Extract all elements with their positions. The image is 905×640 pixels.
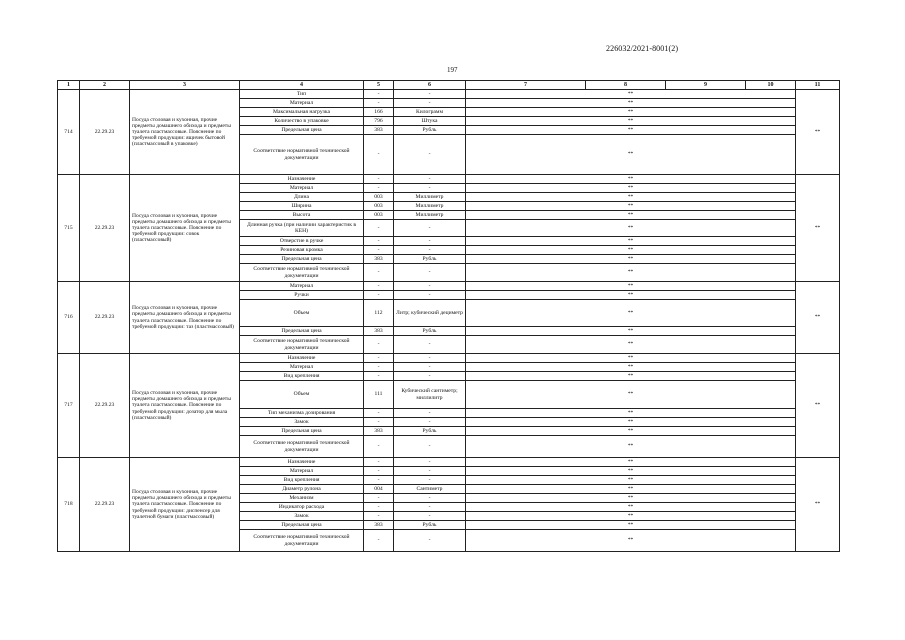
characteristic-name: Резиновая кромка bbox=[240, 246, 364, 255]
table-row bbox=[58, 90, 840, 99]
unit-name: Рубль bbox=[394, 521, 466, 530]
characteristic-value: ** bbox=[466, 372, 796, 381]
characteristic-name: Назначение bbox=[240, 458, 364, 467]
specification-table bbox=[57, 80, 840, 552]
unit-name: - bbox=[394, 220, 466, 237]
characteristic-value: ** bbox=[466, 220, 796, 237]
product-description: Посуда столовая и кухонная, прочие предметы домашнего обихода и предметы туалета пластмассовые. Пояснение по требуемой продукции: дозатор для мыла (пластмассовый) bbox=[130, 354, 240, 458]
unit-name: - bbox=[394, 467, 466, 476]
characteristic-value: ** bbox=[466, 458, 796, 467]
unit-code: - bbox=[364, 175, 394, 184]
unit-name: - bbox=[394, 512, 466, 521]
unit-code: 003 bbox=[364, 193, 394, 202]
characteristic-value: ** bbox=[466, 117, 796, 126]
characteristic-value: ** bbox=[466, 202, 796, 211]
position-number: 716 bbox=[58, 282, 80, 354]
characteristic-value: ** bbox=[466, 300, 796, 327]
unit-code: 004 bbox=[364, 485, 394, 494]
unit-name: - bbox=[394, 90, 466, 99]
characteristic-name: Тип bbox=[240, 90, 364, 99]
okpd2-code: 22.29.23 bbox=[80, 354, 130, 458]
characteristic-name: Соответствие нормативной технической документации bbox=[240, 135, 364, 175]
unit-name: - bbox=[394, 409, 466, 418]
characteristic-value: ** bbox=[466, 381, 796, 409]
unit-name: - bbox=[394, 436, 466, 458]
characteristic-name: Предельная цена bbox=[240, 521, 364, 530]
characteristic-value: ** bbox=[466, 184, 796, 193]
characteristic-value: ** bbox=[466, 336, 796, 354]
additional-info: ** bbox=[796, 175, 840, 282]
unit-code: 383 bbox=[364, 327, 394, 336]
table-row bbox=[58, 175, 840, 184]
unit-code: - bbox=[364, 436, 394, 458]
unit-name: - bbox=[394, 291, 466, 300]
characteristic-name: Объем bbox=[240, 300, 364, 327]
characteristic-name: Предельная цена bbox=[240, 255, 364, 264]
product-description: Посуда столовая и кухонная, прочие предметы домашнего обихода и предметы туалета пластмассовые. Пояснение по требуемой продукции: ящичек бытовой (пластмассовый в упаковке) bbox=[130, 90, 240, 175]
unit-name: - bbox=[394, 363, 466, 372]
column-header-11: 11 bbox=[796, 81, 840, 90]
unit-name: Миллиметр bbox=[394, 193, 466, 202]
characteristic-value: ** bbox=[466, 126, 796, 135]
unit-code: - bbox=[364, 372, 394, 381]
column-header-10: 10 bbox=[746, 81, 796, 90]
characteristic-name: Максимальная нагрузка bbox=[240, 108, 364, 117]
characteristic-name: Длинная ручка (при наличии характеристик в КЕН) bbox=[240, 220, 364, 237]
product-description: Посуда столовая и кухонная, прочие предметы домашнего обихода и предметы туалета пластмассовые. Пояснение по требуемой продукции: таз (пластмассовый) bbox=[130, 282, 240, 354]
unit-code: - bbox=[364, 512, 394, 521]
unit-code: 112 bbox=[364, 300, 394, 327]
characteristic-value: ** bbox=[466, 246, 796, 255]
unit-code: 166 bbox=[364, 108, 394, 117]
characteristic-value: ** bbox=[466, 467, 796, 476]
unit-name: - bbox=[394, 530, 466, 552]
unit-name: Рубль bbox=[394, 427, 466, 436]
unit-code: - bbox=[364, 418, 394, 427]
characteristic-value: ** bbox=[466, 485, 796, 494]
characteristic-value: ** bbox=[466, 418, 796, 427]
unit-code: - bbox=[364, 476, 394, 485]
characteristic-name: Объем bbox=[240, 381, 364, 409]
characteristic-name: Материал bbox=[240, 363, 364, 372]
unit-name: Рубль bbox=[394, 126, 466, 135]
characteristic-name: Назначение bbox=[240, 175, 364, 184]
characteristic-value: ** bbox=[466, 354, 796, 363]
position-number: 714 bbox=[58, 90, 80, 175]
characteristic-value: ** bbox=[466, 255, 796, 264]
unit-code: - bbox=[364, 458, 394, 467]
characteristic-name: Длина bbox=[240, 193, 364, 202]
unit-code: - bbox=[364, 354, 394, 363]
unit-name: - bbox=[394, 336, 466, 354]
position-number: 718 bbox=[58, 458, 80, 552]
okpd2-code: 22.29.23 bbox=[80, 282, 130, 354]
characteristic-name: Материал bbox=[240, 99, 364, 108]
characteristic-value: ** bbox=[466, 503, 796, 512]
unit-code: - bbox=[364, 494, 394, 503]
characteristic-value: ** bbox=[466, 90, 796, 99]
characteristic-value: ** bbox=[466, 193, 796, 202]
unit-name: - bbox=[394, 99, 466, 108]
unit-name: - bbox=[394, 175, 466, 184]
characteristic-value: ** bbox=[466, 521, 796, 530]
column-header-8: 8 bbox=[586, 81, 666, 90]
product-description: Посуда столовая и кухонная, прочие предметы домашнего обихода и предметы туалета пластмассовые. Пояснение по требуемой продукции: диспенсер для туалетной бумаги (пластмассовый) bbox=[130, 458, 240, 552]
unit-name: - bbox=[394, 458, 466, 467]
characteristic-value: ** bbox=[466, 282, 796, 291]
characteristic-name: Количество в упаковке bbox=[240, 117, 364, 126]
characteristic-name: Механизм bbox=[240, 494, 364, 503]
unit-code: 383 bbox=[364, 521, 394, 530]
additional-info: ** bbox=[796, 458, 840, 552]
unit-name: - bbox=[394, 372, 466, 381]
unit-name: Литр; кубический дециметр bbox=[394, 300, 466, 327]
page-number: 197 bbox=[447, 66, 458, 74]
unit-name: - bbox=[394, 354, 466, 363]
unit-name: Кубический сантиметр; миллилитр bbox=[394, 381, 466, 409]
characteristic-name: Диаметр рулона bbox=[240, 485, 364, 494]
column-header-5: 5 bbox=[364, 81, 394, 90]
characteristic-name: Тип механизма дозирования bbox=[240, 409, 364, 418]
unit-code: - bbox=[364, 291, 394, 300]
characteristic-name: Материал bbox=[240, 467, 364, 476]
column-header-6: 6 bbox=[394, 81, 466, 90]
characteristic-value: ** bbox=[466, 175, 796, 184]
additional-info: ** bbox=[796, 354, 840, 458]
unit-name: - bbox=[394, 503, 466, 512]
unit-code: - bbox=[364, 336, 394, 354]
product-description: Посуда столовая и кухонная, прочие предметы домашнего обихода и предметы туалета пластмассовые. Пояснение по требуемой продукции: совок (пластмассовый) bbox=[130, 175, 240, 282]
characteristic-name: Ширина bbox=[240, 202, 364, 211]
document-number: 226032/2021-8001(2) bbox=[606, 44, 679, 53]
characteristic-value: ** bbox=[466, 530, 796, 552]
unit-name: - bbox=[394, 418, 466, 427]
characteristic-value: ** bbox=[466, 264, 796, 282]
unit-name: Миллиметр bbox=[394, 202, 466, 211]
characteristic-name: Соответствие нормативной технической документации bbox=[240, 264, 364, 282]
unit-code: 003 bbox=[364, 211, 394, 220]
unit-code: - bbox=[364, 246, 394, 255]
column-header-9: 9 bbox=[666, 81, 746, 90]
characteristic-name: Замок bbox=[240, 418, 364, 427]
unit-code: - bbox=[364, 363, 394, 372]
unit-name: - bbox=[394, 494, 466, 503]
unit-code: - bbox=[364, 135, 394, 175]
okpd2-code: 22.29.23 bbox=[80, 458, 130, 552]
unit-name: - bbox=[394, 264, 466, 282]
unit-code: - bbox=[364, 237, 394, 246]
unit-code: 111 bbox=[364, 381, 394, 409]
characteristic-value: ** bbox=[466, 363, 796, 372]
characteristic-name: Ручки bbox=[240, 291, 364, 300]
characteristic-value: ** bbox=[466, 327, 796, 336]
characteristic-name: Соответствие нормативной технической документации bbox=[240, 336, 364, 354]
unit-code: - bbox=[364, 220, 394, 237]
characteristic-value: ** bbox=[466, 494, 796, 503]
characteristic-value: ** bbox=[466, 108, 796, 117]
unit-name: - bbox=[394, 246, 466, 255]
okpd2-code: 22.29.23 bbox=[80, 90, 130, 175]
additional-info: ** bbox=[796, 90, 840, 175]
unit-code: - bbox=[364, 99, 394, 108]
unit-code: - bbox=[364, 184, 394, 193]
position-number: 717 bbox=[58, 354, 80, 458]
table-row bbox=[58, 458, 840, 467]
characteristic-name: Назначение bbox=[240, 354, 364, 363]
unit-name: - bbox=[394, 237, 466, 246]
unit-code: - bbox=[364, 90, 394, 99]
characteristic-value: ** bbox=[466, 211, 796, 220]
unit-name: Миллиметр bbox=[394, 211, 466, 220]
characteristic-value: ** bbox=[466, 237, 796, 246]
unit-code: 383 bbox=[364, 255, 394, 264]
column-header-7: 7 bbox=[466, 81, 586, 90]
characteristic-name: Вид крепления bbox=[240, 476, 364, 485]
position-number: 715 bbox=[58, 175, 80, 282]
column-header-3: 3 bbox=[130, 81, 240, 90]
characteristic-name: Индикатор расхода bbox=[240, 503, 364, 512]
characteristic-name: Отверстие в ручке bbox=[240, 237, 364, 246]
unit-code: - bbox=[364, 467, 394, 476]
unit-name: - bbox=[394, 282, 466, 291]
characteristic-value: ** bbox=[466, 409, 796, 418]
table-row bbox=[58, 282, 840, 291]
column-header-2: 2 bbox=[80, 81, 130, 90]
column-header-4: 4 bbox=[240, 81, 364, 90]
additional-info: ** bbox=[796, 282, 840, 354]
unit-code: - bbox=[364, 409, 394, 418]
column-header-1: 1 bbox=[58, 81, 80, 90]
characteristic-name: Материал bbox=[240, 184, 364, 193]
characteristic-name: Предельная цена bbox=[240, 126, 364, 135]
unit-name: Сантиметр bbox=[394, 485, 466, 494]
header-row bbox=[58, 81, 840, 90]
okpd2-code: 22.29.23 bbox=[80, 175, 130, 282]
characteristic-value: ** bbox=[466, 135, 796, 175]
characteristic-name: Материал bbox=[240, 282, 364, 291]
unit-code: - bbox=[364, 282, 394, 291]
unit-name: Штука bbox=[394, 117, 466, 126]
unit-name: - bbox=[394, 135, 466, 175]
table-row bbox=[58, 354, 840, 363]
characteristic-value: ** bbox=[466, 99, 796, 108]
characteristic-value: ** bbox=[466, 512, 796, 521]
unit-code: 383 bbox=[364, 427, 394, 436]
characteristic-name: Замок bbox=[240, 512, 364, 521]
characteristic-name: Соответствие нормативной технической документации bbox=[240, 530, 364, 552]
unit-code: 796 bbox=[364, 117, 394, 126]
unit-code: - bbox=[364, 503, 394, 512]
unit-name: - bbox=[394, 476, 466, 485]
characteristic-name: Высота bbox=[240, 211, 364, 220]
characteristic-name: Предельная цена bbox=[240, 427, 364, 436]
characteristic-value: ** bbox=[466, 436, 796, 458]
unit-name: Рубль bbox=[394, 255, 466, 264]
unit-code: 383 bbox=[364, 126, 394, 135]
characteristic-value: ** bbox=[466, 427, 796, 436]
characteristic-value: ** bbox=[466, 291, 796, 300]
unit-code: - bbox=[364, 530, 394, 552]
unit-name: Килограмм bbox=[394, 108, 466, 117]
characteristic-name: Соответствие нормативной технической документации bbox=[240, 436, 364, 458]
characteristic-name: Вид крепления bbox=[240, 372, 364, 381]
unit-code: - bbox=[364, 264, 394, 282]
characteristic-value: ** bbox=[466, 476, 796, 485]
characteristic-name: Предельная цена bbox=[240, 327, 364, 336]
unit-name: - bbox=[394, 184, 466, 193]
unit-name: Рубль bbox=[394, 327, 466, 336]
unit-code: 003 bbox=[364, 202, 394, 211]
